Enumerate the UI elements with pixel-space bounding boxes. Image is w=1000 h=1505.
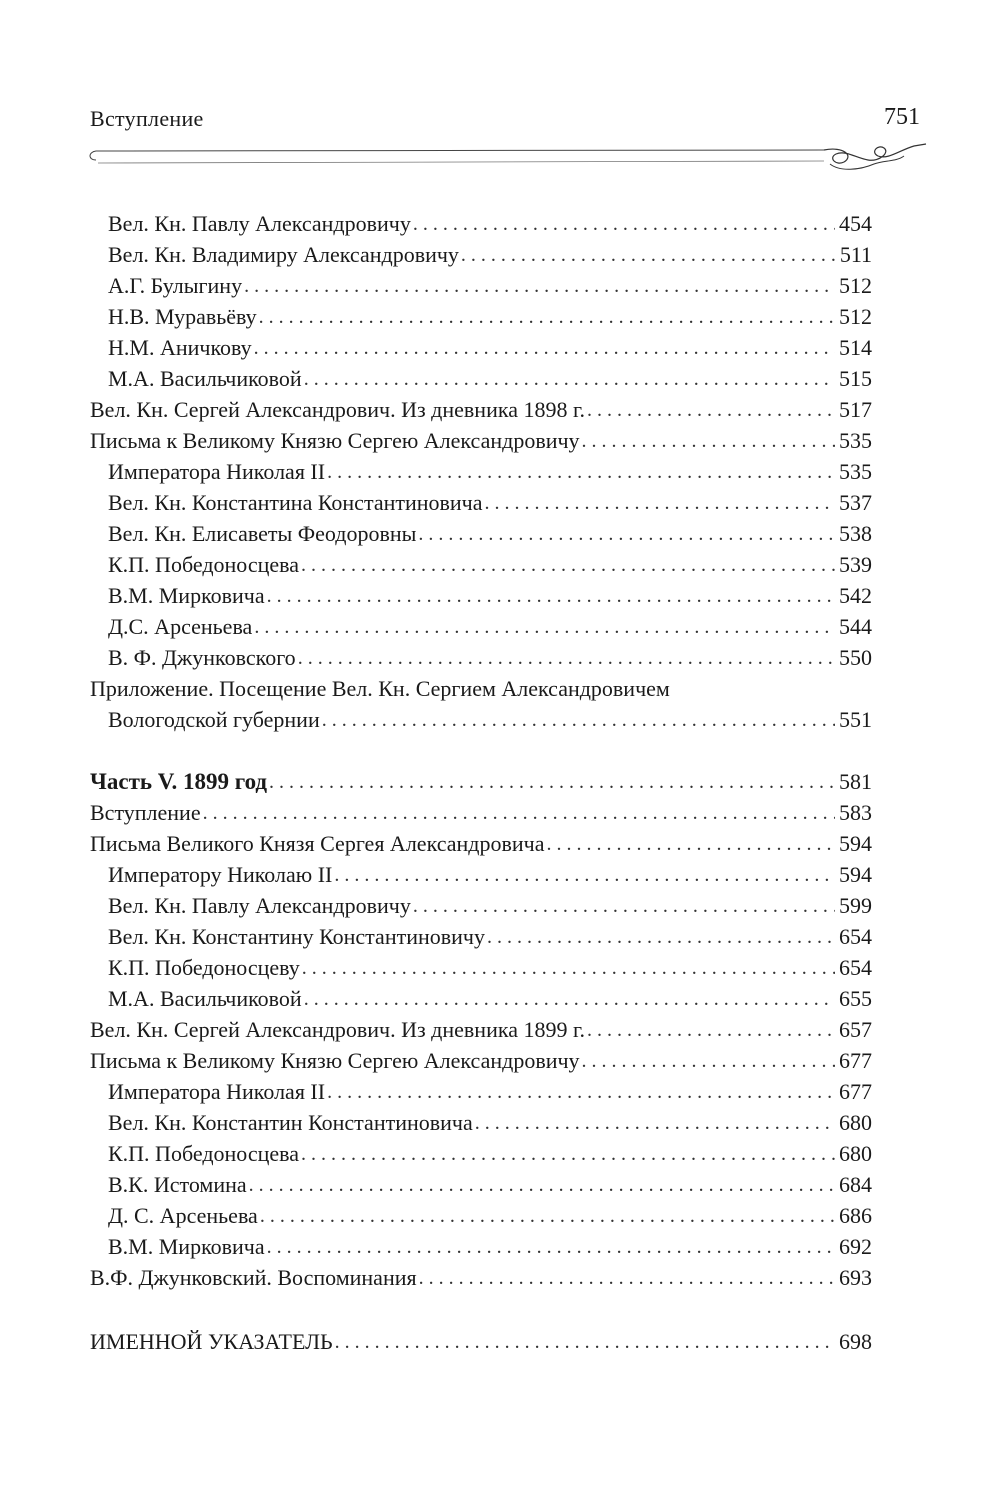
toc-entry-diary-1899: Вел. Кн. Сергей Александрович. Из дневника 1899 г. . . . 657 [90, 1012, 872, 1043]
toc-entry-intro: Вступление . . . 583 [90, 795, 872, 826]
toc-entry: Н.М. Аничкову . . . 514 [90, 330, 872, 361]
toc-entry: Императора Николая II . . . 677 [90, 1074, 872, 1105]
toc-entry-name-index: ИМЕННОЙ УКАЗАТЕЛЬ . . . 698 [90, 1324, 872, 1355]
toc-entry: В.М. Мирковича . . . 692 [90, 1229, 872, 1260]
toc-entry-letters-from-1899: Письма Великого Князя Сергея Александровича . . . 594 [90, 826, 872, 857]
toc-entry: А.Г. Булыгину . . . 512 [90, 268, 872, 299]
toc-entry: Вел. Кн. Владимиру Александровичу . . . 511 [90, 237, 872, 268]
toc-entry-appendix-line2: Вологодской губернии . . . 551 [90, 702, 872, 733]
spacer [90, 733, 872, 764]
header-ornament [84, 138, 930, 178]
toc-entry: Д.С. Арсеньева . . . 544 [90, 609, 872, 640]
page-number: 751 [884, 104, 920, 130]
table-of-contents [90, 206, 872, 1355]
toc-entry: В.К. Истомина . . . 684 [90, 1167, 872, 1198]
toc-entry: М.А. Васильчиковой . . . 515 [90, 361, 872, 392]
toc-entry: М.А. Васильчиковой . . . 655 [90, 981, 872, 1012]
toc-entry: Д. С. Арсеньева . . . 686 [90, 1198, 872, 1229]
toc-entry-letters-to-1899: Письма к Великому Князю Сергею Александровичу . . . 677 [90, 1043, 872, 1074]
toc-entry: Императору Николаю II . . . 594 [90, 857, 872, 888]
toc-entry-letters-to-1898: Письма к Великому Князю Сергею Александровичу . . . 535 [90, 423, 872, 454]
toc-entry: Императора Николая II . . . 535 [90, 454, 872, 485]
toc-entry: Вел. Кн. Павлу Александровичу . . . 599 [90, 888, 872, 919]
toc-entry: В.М. Мирковича . . . 542 [90, 578, 872, 609]
toc-entry-memoirs: В.Ф. Джунковский. Воспоминания . . . 693 [90, 1260, 872, 1291]
toc-entry: К.П. Победоносцева . . . 539 [90, 547, 872, 578]
spacer [90, 1291, 872, 1324]
toc-entry: Н.В. Муравьёву . . . 512 [90, 299, 872, 330]
toc-entry: К.П. Победоносцеву . . . 654 [90, 950, 872, 981]
toc-entry: Вел. Кн. Константина Константиновича . . . 537 [90, 485, 872, 516]
toc-entry: Вел. Кн. Павлу Александровичу . . . 454 [90, 206, 872, 237]
toc-entry: К.П. Победоносцева . . . 680 [90, 1136, 872, 1167]
toc-entry: Вел. Кн. Константин Константиновича . . . 680 [90, 1105, 872, 1136]
toc-entry-diary-1898: Вел. Кн. Сергей Александрович. Из дневника 1898 г. . . . 517 [90, 392, 872, 423]
toc-entry-appendix-line1: Приложение. Посещение Вел. Кн. Сергием Александровичем [90, 676, 670, 701]
toc-entry: Вел. Кн. Елисаветы Феодоровны . . . 538 [90, 516, 872, 547]
toc-entry: Вел. Кн. Константину Константиновичу . . . 654 [90, 919, 872, 950]
toc-part-heading: Часть V. 1899 год . . . 581 [90, 764, 872, 795]
running-header-title: Вступление [90, 106, 204, 131]
toc-entry: В. Ф. Джунковского . . . 550 [90, 640, 872, 671]
